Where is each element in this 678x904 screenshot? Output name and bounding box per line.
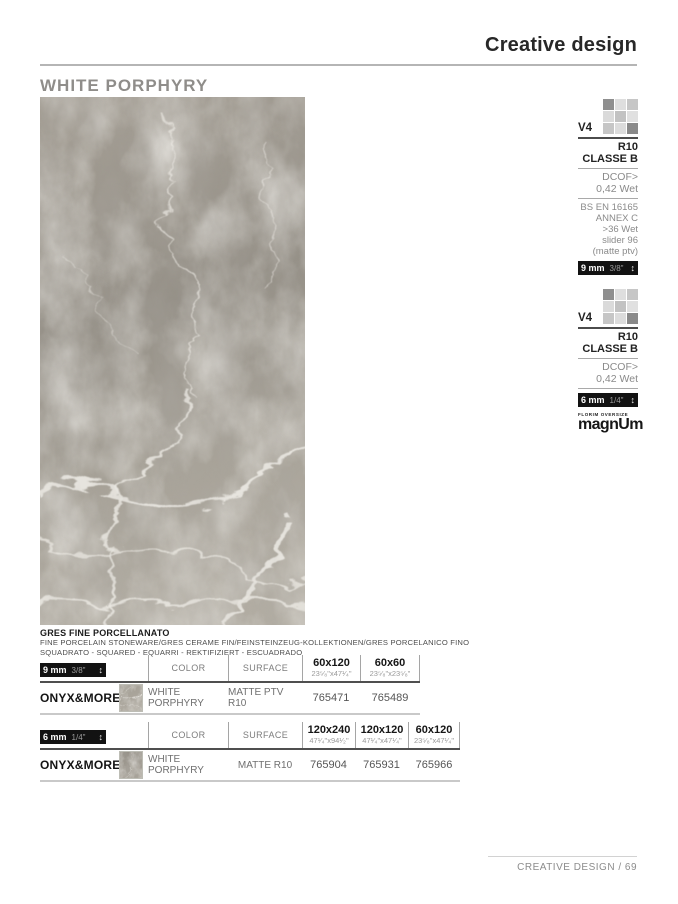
thickness-badge-9mm	[578, 261, 638, 275]
article-code: 765904	[310, 759, 347, 771]
slip-class: CLASSE B	[582, 342, 638, 355]
thickness-inch: 1/4"	[609, 395, 624, 405]
standard-line: (matte ptv)	[592, 246, 638, 257]
article-code: 765489	[371, 692, 409, 704]
dcof-label: DCOF>	[602, 171, 638, 183]
material-title: GRES FINE PORCELLANATO	[40, 628, 170, 638]
table-header	[40, 655, 420, 683]
thickness-badge-6mm	[578, 393, 638, 407]
article-code: 765931	[363, 759, 400, 771]
size-header: 120x240 47¹⁄₄"x94¹⁄₂"	[302, 722, 355, 748]
divider	[578, 137, 638, 139]
product-photo	[40, 97, 305, 625]
thickness-arrow-icon: ↕	[98, 664, 103, 675]
table-header	[40, 722, 460, 750]
material-description	[40, 628, 560, 657]
collection-cell	[40, 683, 148, 713]
thickness-mm: 6 mm	[43, 732, 67, 742]
standard-line: >36 Wet	[602, 224, 638, 235]
slip-class: CLASSE B	[582, 152, 638, 165]
size-header: 120x120 47¹⁄₄"x47¹⁄₄"	[355, 722, 408, 748]
article-code: 765966	[415, 759, 453, 771]
thickness-mm: 9 mm	[581, 263, 605, 273]
thickness-arrow-icon: ↕	[98, 731, 103, 742]
column-header-surface: SURFACE	[228, 722, 302, 748]
collection-name: ONYX&MORE	[40, 691, 121, 705]
standard-line: slider 96	[602, 235, 638, 246]
page-title: WHITE PORPHYRY	[40, 76, 209, 95]
shade-variation-label: V4	[578, 122, 593, 134]
thickness-badge-9mm	[40, 663, 106, 677]
footer-divider	[488, 856, 637, 857]
divider	[578, 168, 638, 169]
collection-cell	[40, 750, 148, 780]
column-header-color: COLOR	[148, 655, 228, 681]
size-header: 60x60 23⁵⁄₈"x23⁵⁄₈"	[360, 655, 420, 681]
spec-panel	[578, 97, 643, 433]
header-divider	[40, 64, 637, 66]
surface-cell: MATTE PTV R10	[228, 687, 284, 709]
footer-page-label: CREATIVE DESIGN / 69	[517, 862, 637, 873]
thickness-arrow-icon: ↕	[630, 262, 635, 273]
article-code: 765471	[312, 692, 350, 704]
thickness-mm: 6 mm	[581, 395, 605, 405]
standard-line: ANNEX C	[595, 213, 638, 224]
slip-rating: R10	[617, 141, 638, 153]
material-translations: FINE PORCELAIN STONEWARE/GRES CERAME FIN/FEINSTEINZEUG-KOLLEKTIONEN/GRES PORCELANICO FINO	[40, 638, 470, 647]
brand-title: Creative design	[485, 34, 637, 56]
tile-thumbnail	[120, 752, 142, 778]
shade-variation-label: V4	[578, 312, 593, 324]
thickness-header-cell	[40, 722, 148, 748]
divider	[578, 198, 638, 199]
divider	[578, 388, 638, 389]
size-header: 60x120 23⁵⁄₈"x47¹⁄₄"	[302, 655, 360, 681]
slip-rating: R10	[617, 331, 638, 343]
shade-variation-icon	[603, 289, 638, 324]
color-cell: WHITE PORPHYRY	[148, 754, 204, 776]
spec-section-6mm	[578, 287, 643, 433]
dcof-value: 0,42 Wet	[596, 182, 638, 195]
thickness-inch: 3/8"	[609, 263, 624, 273]
divider	[578, 358, 638, 359]
magnum-logo	[578, 412, 643, 433]
standard-line: BS EN 16165	[580, 202, 638, 213]
thickness-header-cell	[40, 655, 148, 681]
column-header-color: COLOR	[148, 722, 228, 748]
magnum-logo-tagline: FLORIM OVERSIZE	[578, 412, 629, 417]
thickness-mm: 9 mm	[43, 665, 67, 675]
shade-variation-icon	[603, 99, 638, 134]
thickness-inch: 1/4"	[71, 732, 86, 742]
thickness-inch: 3/8"	[71, 665, 86, 675]
thickness-arrow-icon: ↕	[630, 394, 635, 405]
spec-section-9mm	[578, 97, 638, 275]
table-row	[40, 750, 460, 782]
collection-name: ONYX&MORE	[40, 758, 121, 772]
material-edge-finish: SQUADRATO - SQUARED - EQUARRI - REKTIFIZIERT - ESCUADRADO	[40, 647, 303, 657]
color-cell: WHITE PORPHYRY	[148, 687, 204, 709]
divider	[578, 327, 638, 329]
thickness-badge-6mm	[40, 730, 106, 744]
dcof-label: DCOF>	[602, 361, 638, 373]
tile-thumbnail	[120, 685, 142, 711]
dcof-value: 0,42 Wet	[596, 372, 638, 385]
size-header: 60x120 23⁵⁄₈"x47¹⁄₄"	[408, 722, 460, 748]
product-table-9mm	[40, 655, 420, 715]
column-header-surface: SURFACE	[228, 655, 302, 681]
surface-cell: MATTE R10	[237, 759, 293, 771]
magnum-logo-wordmark: magnUm	[578, 416, 643, 433]
table-row	[40, 683, 420, 715]
product-table-6mm	[40, 722, 460, 782]
